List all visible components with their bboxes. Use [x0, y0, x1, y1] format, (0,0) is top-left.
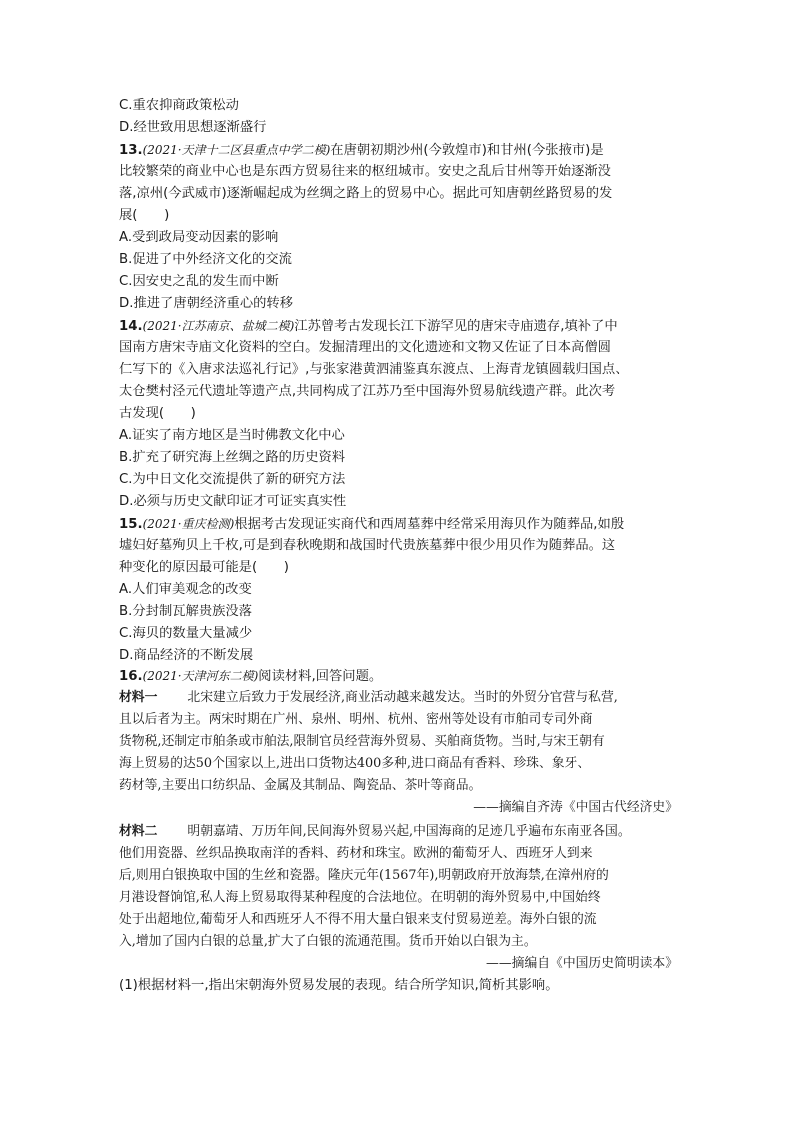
q14-option-b: B.扩充了研究海上丝绸之路的历史资料: [119, 450, 346, 465]
q14-stem-line-4: 太仓樊村泾元代遗址等遗产点,共同构成了江苏乃至中国海外贸易航线遗产群。此次考: [119, 384, 616, 399]
material-2-label: 材料二: [119, 824, 158, 839]
q16-source: (2021·天津河东二模): [142, 669, 259, 683]
q14-stem-line-5: 古发现( ): [119, 406, 196, 421]
material-2-line-4: 月港设督饷馆,私人海上贸易取得某种程度的合法地位。在明朝的海外贸易中,中国始终: [119, 890, 601, 905]
q13-stem-text-1: 在唐朝初期沙州(今敦煌市)和甘州(今张掖市)是: [330, 143, 604, 158]
q15-stem-line-2: 墟妇好墓殉贝上千枚,可是到春秋晚期和战国时代贵族墓葬中很少用贝作为随葬品。这: [119, 538, 616, 553]
q15-stem-text-1: 根据考古发现证实商代和西周墓葬中经常采用海贝作为随葬品,如殷: [234, 517, 625, 532]
q13-stem-line-2: 比较繁荣的商业中心也是东西方贸易往来的枢纽城市。安史之乱后甘州等开始逐渐没: [119, 164, 611, 179]
q14-stem-text-1: 江苏曾考古发现长江下游罕见的唐宋寺庙遗存,填补了中: [294, 319, 618, 334]
q13-option-d: D.推进了唐朝经济重心的转移: [119, 296, 294, 311]
q15-option-a: A.人们审美观念的改变: [119, 582, 252, 597]
q13-option-a: A.受到政局变动因素的影响: [119, 230, 279, 245]
q12-option-d: D.经世致用思想逐渐盛行: [119, 120, 267, 135]
q13-stem-line-1: [119, 139, 604, 162]
q16-subquestion-1: (1)根据材料一,指出宋朝海外贸易发展的表现。结合所学知识,简析其影响。: [119, 978, 559, 993]
material-2-line-1: [119, 821, 631, 843]
q13-stem-line-3: 落,凉州(今武威市)逐渐崛起成为丝绸之路上的贸易中心。据此可知唐朝丝路贸易的发: [119, 186, 613, 201]
q12-option-c: C.重农抑商政策松动: [119, 98, 239, 113]
q14-option-d: D.必须与历史文献印证才可证实真实性: [119, 494, 347, 509]
material-1-text-1: 北宋建立后致力于发展经济,商业活动越来越发达。当时的外贸分官营与私营,: [187, 690, 618, 705]
q15-option-b: B.分封制瓦解贵族没落: [119, 604, 253, 619]
q13-option-b: B.促进了中外经济文化的交流: [119, 252, 292, 267]
q14-option-c: C.为中日文化交流提供了新的研究方法: [119, 472, 346, 487]
q15-number: 15.: [119, 517, 143, 532]
q13-number: 13.: [119, 143, 143, 158]
q13-option-c: C.因安史之乱的发生而中断: [119, 274, 279, 289]
material-2-line-2: 他们用瓷器、丝织品换取南洋的香料、药材和珠宝。欧洲的葡萄牙人、西班牙人到来: [119, 846, 593, 861]
q13-source: (2021·天津十二区县重点中学二模): [142, 143, 331, 157]
material-1-source: ——摘编自齐涛《中国古代经济史》: [473, 800, 678, 815]
q14-source: (2021·江苏南京、盐城二模): [142, 319, 295, 333]
q15-source: (2021·重庆检测): [142, 517, 235, 531]
material-1-line-4: 海上贸易的达50个国家以上,进出口货物达400多种,进口商品有香料、珍珠、象牙、: [119, 756, 591, 771]
q14-stem-line-1: [119, 315, 618, 338]
q16-stem-line: [119, 665, 382, 688]
material-1-line-5: 药材等,主要出口纺织品、金属及其制品、陶瓷品、茶叶等商品。: [119, 778, 482, 793]
material-2-source: ——摘编自《中国历史简明读本》: [486, 956, 678, 971]
q15-option-d: D.商品经济的不断发展: [119, 648, 254, 663]
q15-stem-line-3: 种变化的原因最可能是( ): [119, 560, 289, 575]
q15-stem-line-1: [119, 513, 624, 536]
q14-number: 14.: [119, 319, 143, 334]
material-1-label: 材料一: [119, 690, 158, 705]
q15-option-c: C.海贝的数量大量减少: [119, 626, 253, 641]
material-2-line-3: 后,则用白银换取中国的生丝和瓷器。隆庆元年(1567年),明朝政府开放海禁,在漳州府的: [119, 868, 609, 883]
q16-stem-text: 阅读材料,回答问题。: [258, 669, 383, 684]
material-2-line-5: 处于出超地位,葡萄牙人和西班牙人不得不用大量白银来支付贸易逆差。海外白银的流: [119, 912, 597, 927]
material-1-line-3: 货物税,还制定市舶条或市舶法,限制官员经营海外贸易、买舶商货物。当时,与宋王朝有: [119, 734, 605, 749]
material-1-line-2: 且以后者为主。两宋时期在广州、泉州、明州、杭州、密州等处设有市舶司专司外商: [119, 712, 593, 727]
q14-stem-line-2: 国南方唐宋寺庙文化资料的空白。发掘清理出的文化遗迹和文物又佐证了日本高僧圆: [119, 340, 611, 355]
q16-number: 16.: [119, 669, 143, 684]
material-2-line-6: 入,增加了国内白银的总量,扩大了白银的流通范围。货币开始以白银为主。: [119, 934, 537, 949]
material-2-text-1: 明朝嘉靖、万历年间,民间海外贸易兴起,中国海商的足迹几乎遍布东南亚各国。: [187, 824, 631, 839]
q14-stem-line-3: 仁写下的《入唐求法巡礼行记》,与张家港黄泗浦鉴真东渡点、上海青龙镇圆载归国点、: [119, 362, 629, 377]
q13-stem-line-4: 展( ): [119, 208, 170, 223]
material-1-line-1: [119, 687, 618, 709]
q14-option-a: A.证实了南方地区是当时佛教文化中心: [119, 428, 345, 443]
